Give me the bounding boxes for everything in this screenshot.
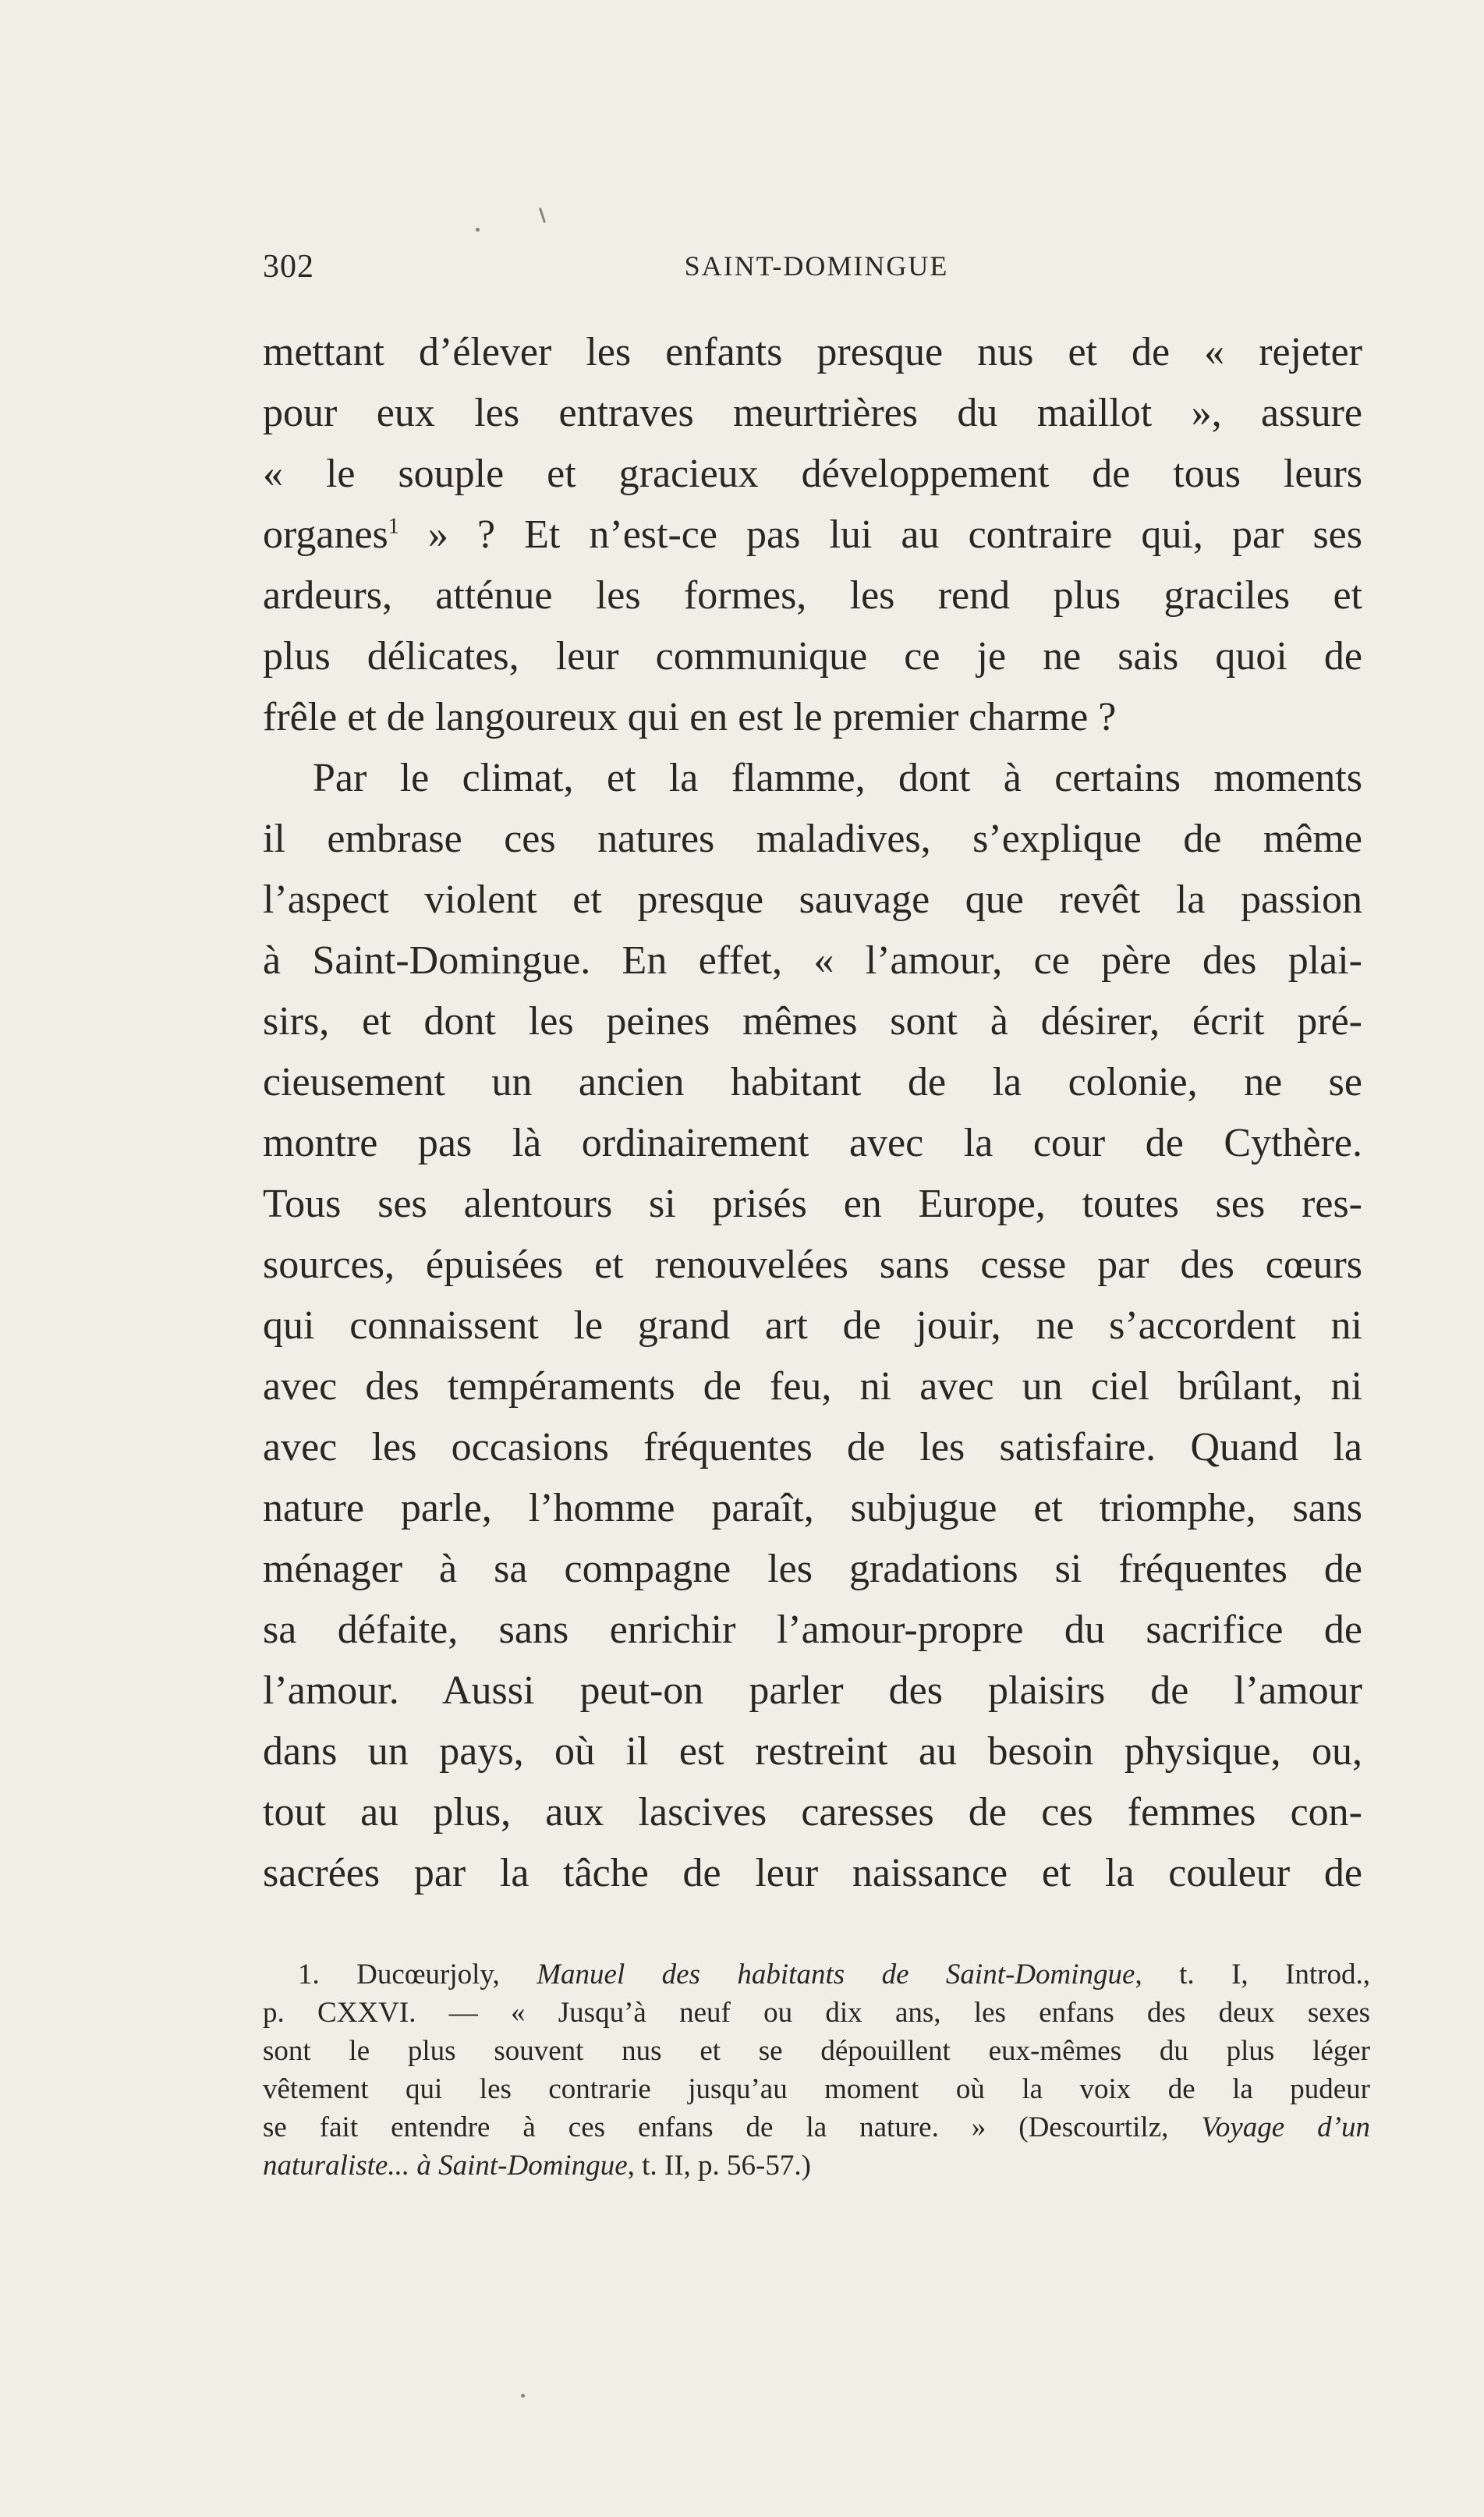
text-line: frêle et de langoureux qui en est le premier charme ? bbox=[263, 695, 1117, 739]
footnote-line: vêtement qui les contrarie jusqu’au moment où la voix de la pudeur bbox=[263, 2073, 1370, 2105]
text-line: sacrées par la tâche de leur naissance et la couleur de bbox=[263, 1851, 1362, 1895]
footnote-marker: 1 bbox=[388, 514, 399, 539]
text-line: « le souple et gracieux développement de tous leurs bbox=[263, 452, 1362, 496]
footnote-text: , t. I, Introd., bbox=[1135, 1959, 1371, 1991]
text-line: sa défaite, sans enrichir l’amour-propre du sacrifice de bbox=[263, 1608, 1362, 1652]
footnote-number: 1. bbox=[298, 1959, 320, 1991]
paper-speck bbox=[476, 228, 480, 232]
text-segment: » ? Et n’est-ce pas lui au contraire qui, par ses bbox=[398, 512, 1362, 557]
text-line: avec les occasions fréquentes de les satisfaire. Quand la bbox=[263, 1425, 1362, 1469]
footnote-line bbox=[263, 1955, 1370, 1994]
text-line: sirs, et dont les peines mêmes sont à désirer, écrit pré- bbox=[263, 999, 1362, 1044]
text-line: nature parle, l’homme paraît, subjugue et triomphe, sans bbox=[263, 1486, 1362, 1530]
footnote-title: Voyage d’un bbox=[1201, 2111, 1370, 2143]
body-text bbox=[263, 322, 1362, 1904]
text-line: tout au plus, aux lascives caresses de ces femmes con- bbox=[263, 1790, 1362, 1835]
text-segment: organes bbox=[263, 512, 388, 557]
text-line: ménager à sa compagne les gradations si fréquentes de bbox=[263, 1547, 1362, 1591]
footnote-text: , t. II, p. 56-57.) bbox=[627, 2150, 811, 2182]
footnote bbox=[263, 1955, 1370, 2185]
text-line: dans un pays, où il est restreint au besoin physique, ou, bbox=[263, 1729, 1362, 1774]
running-title: SAINT-DOMINGUE bbox=[684, 250, 949, 282]
text-line: l’aspect violent et presque sauvage que revêt la passion bbox=[263, 877, 1362, 922]
paper-speck bbox=[521, 2394, 525, 2398]
text-line: sources, épuisées et renouvelées sans cesse par des cœurs bbox=[263, 1243, 1362, 1287]
page-number: 302 bbox=[263, 249, 314, 285]
text-line: avec des tempéraments de feu, ni avec un ciel brûlant, ni bbox=[263, 1364, 1362, 1409]
paper-speck bbox=[539, 207, 546, 223]
footnote-author: Ducœurjoly, bbox=[319, 1959, 537, 1991]
footnote-line bbox=[263, 2108, 1370, 2147]
footnote-title: Manuel des habitants de Saint-Domingue bbox=[537, 1959, 1135, 1991]
text-line: l’amour. Aussi peut-on parler des plaisirs de l’amour bbox=[263, 1668, 1362, 1713]
text-line bbox=[263, 505, 1362, 565]
text-line: il embrase ces natures maladives, s’explique de même bbox=[263, 817, 1362, 861]
footnote-text: se fait entendre à ces enfans de la nature. » (Descourtilz, bbox=[263, 2111, 1202, 2143]
text-line: Tous ses alentours si prisés en Europe, toutes ses res- bbox=[263, 1182, 1362, 1226]
text-line: pour eux les entraves meurtrières du maillot », assure bbox=[263, 391, 1362, 435]
footnote-line: p. CXXVI. — « Jusqu’à neuf ou dix ans, les enfans des deux sexes bbox=[263, 1997, 1370, 2029]
footnote-line: sont le plus souvent nus et se dépouillent eux-mêmes du plus léger bbox=[263, 2035, 1370, 2067]
text-line: à Saint-Domingue. En effet, « l’amour, ce père des plai- bbox=[263, 938, 1362, 983]
footnote-title: naturaliste... à Saint-Domingue bbox=[263, 2150, 628, 2182]
text-line: ardeurs, atténue les formes, les rend plus graciles et bbox=[263, 573, 1362, 618]
text-line: plus délicates, leur communique ce je ne sais quoi de bbox=[263, 634, 1362, 679]
text-line: montre pas là ordinairement avec la cour de Cythère. bbox=[263, 1121, 1362, 1165]
text-line: qui connaissent le grand art de jouir, ne s’accordent ni bbox=[263, 1303, 1362, 1348]
text-line: cieusement un ancien habitant de la colonie, ne se bbox=[263, 1060, 1362, 1104]
paragraph-start-line: Par le climat, et la flamme, dont à certains moments bbox=[313, 756, 1362, 800]
footnote-line bbox=[263, 2147, 1370, 2185]
text-line: mettant d’élever les enfants presque nus et de « rejeter bbox=[263, 330, 1362, 374]
page-header bbox=[263, 248, 1370, 295]
